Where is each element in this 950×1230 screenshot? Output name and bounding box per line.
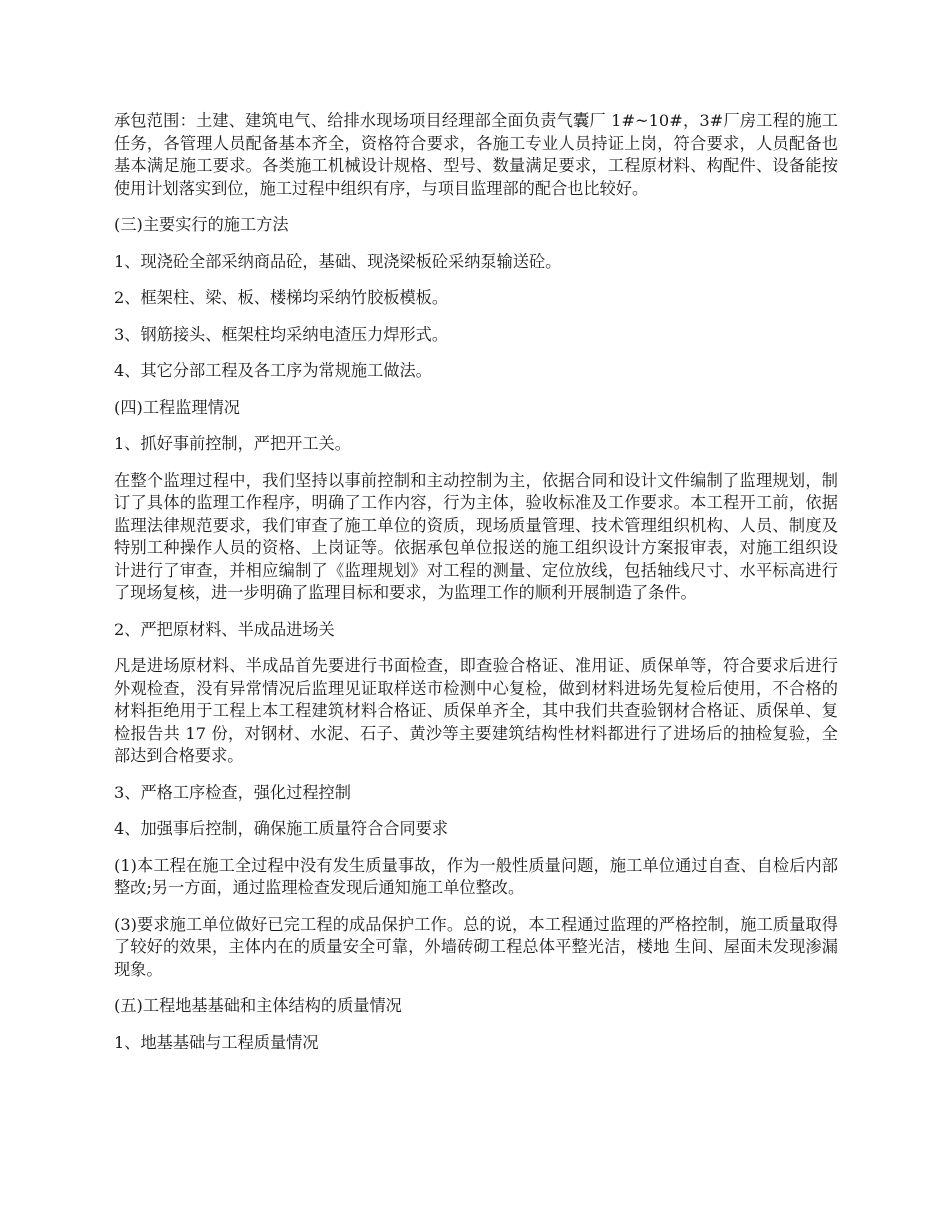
paragraph-materials: 凡是进场原材料、半成品首先要进行书面检查，即查验合格证、准用证、质保单等，符合要求后进行外观检查，没有异常情况后监理见证取样送市检测中心复检，做到材料进场先复检后使用，不合格的材料拒绝用于工程上本工程建筑材料合格证、质保单齐全，其中我们共查验钢材合格证、质保单、复检报告共 17 份，对钢材、水泥、石子、黄沙等主要建筑结构性材料都进行了进场后的抽检复验，全部达到合格要求。 — [114, 656, 838, 765]
heading-supervision: (四)工程监理情况 — [114, 397, 240, 417]
paragraph-scope: 承包范围：土建、建筑电气、给排水现场项目经理部全面负责气囊厂 1#~10#，3#厂房工程的施工任务，各管理人员配备基本齐全，资格符合要求，各施工专业人员持证上岗，符合要求，人员配备也基本满足施工要求。各类施工机械设计规格、型号、数量满足要求，工程原材料、构配件、设备能按使用计划落实到位，施工过程中组织有序，与项目监理部的配合也比较好。 — [114, 111, 838, 198]
heading-foundation-structure: (五)工程地基基础和主体结构的质量情况 — [114, 996, 402, 1015]
list-item-supervision-4: 4、加强事后控制，确保施工质量符合合同要求 — [114, 819, 449, 838]
list-item-supervision-2: 2、严把原材料、半成品进场关 — [114, 619, 335, 639]
list-item-method-1: 1、现浇砼全部采纳商品砼，基础、现浇梁板砼采纳泵输送砼。 — [114, 251, 562, 271]
heading-construction-methods: (三)主要实行的施工方法 — [114, 215, 289, 234]
list-item-supervision-3: 3、严格工序检查，强化过程控制 — [114, 782, 351, 802]
paragraph-quality-3: (3)要求施工单位做好已完工程的成品保护工作。总的说，本工程通过监理的严格控制，施工质量取得了较好的效果，主体内在的质量安全可靠，外墙砖砌工程总体平整光洁，楼地 生间、屋面未发现渗漏现象。 — [114, 914, 838, 979]
list-item-method-4: 4、其它分部工程及各工序为常规施工做法。 — [114, 361, 432, 380]
list-item-method-2: 2、框架柱、梁、板、楼梯均采纳竹胶板模板。 — [114, 288, 449, 307]
paragraph-quality-1: (1)本工程在施工全过程中没有发生质量事故，作为一般性质量问题，施工单位通过自查、自检后内部整改;另一方面，通过监理检查发现后通知施工单位整改。 — [114, 855, 838, 897]
list-item-supervision-1: 1、抓好事前控制，严把开工关。 — [114, 434, 351, 453]
list-item-foundation-1: 1、地基基础与工程质量情况 — [114, 1032, 319, 1052]
list-item-method-3: 3、钢筋接头、框架柱均采纳电渣压力焊形式。 — [114, 324, 449, 344]
paragraph-pre-control: 在整个监理过程中，我们坚持以事前控制和主动控制为主，依据合同和设计文件编制了监理规划，制订了具体的监理工作程序，明确了工作内容，行为主体，验收标准及工作要求。本工程开工前，依据监理法律规范要求，我们审查了施工单位的资质，现场质量管理、技术管理组织机构、人员、制度及特别工种操作人员的资格、上岗证等。依据承包单位报送的施工组织设计方案报审表，对施工组织设计进行了审查，并相应编制了《监理规划》对工程的测量、定位放线，包括轴线尺寸、水平标高进行了现场复核，进一步明确了监理目标和要求，为监理工作的顺利开展制造了条件。 — [114, 470, 838, 602]
